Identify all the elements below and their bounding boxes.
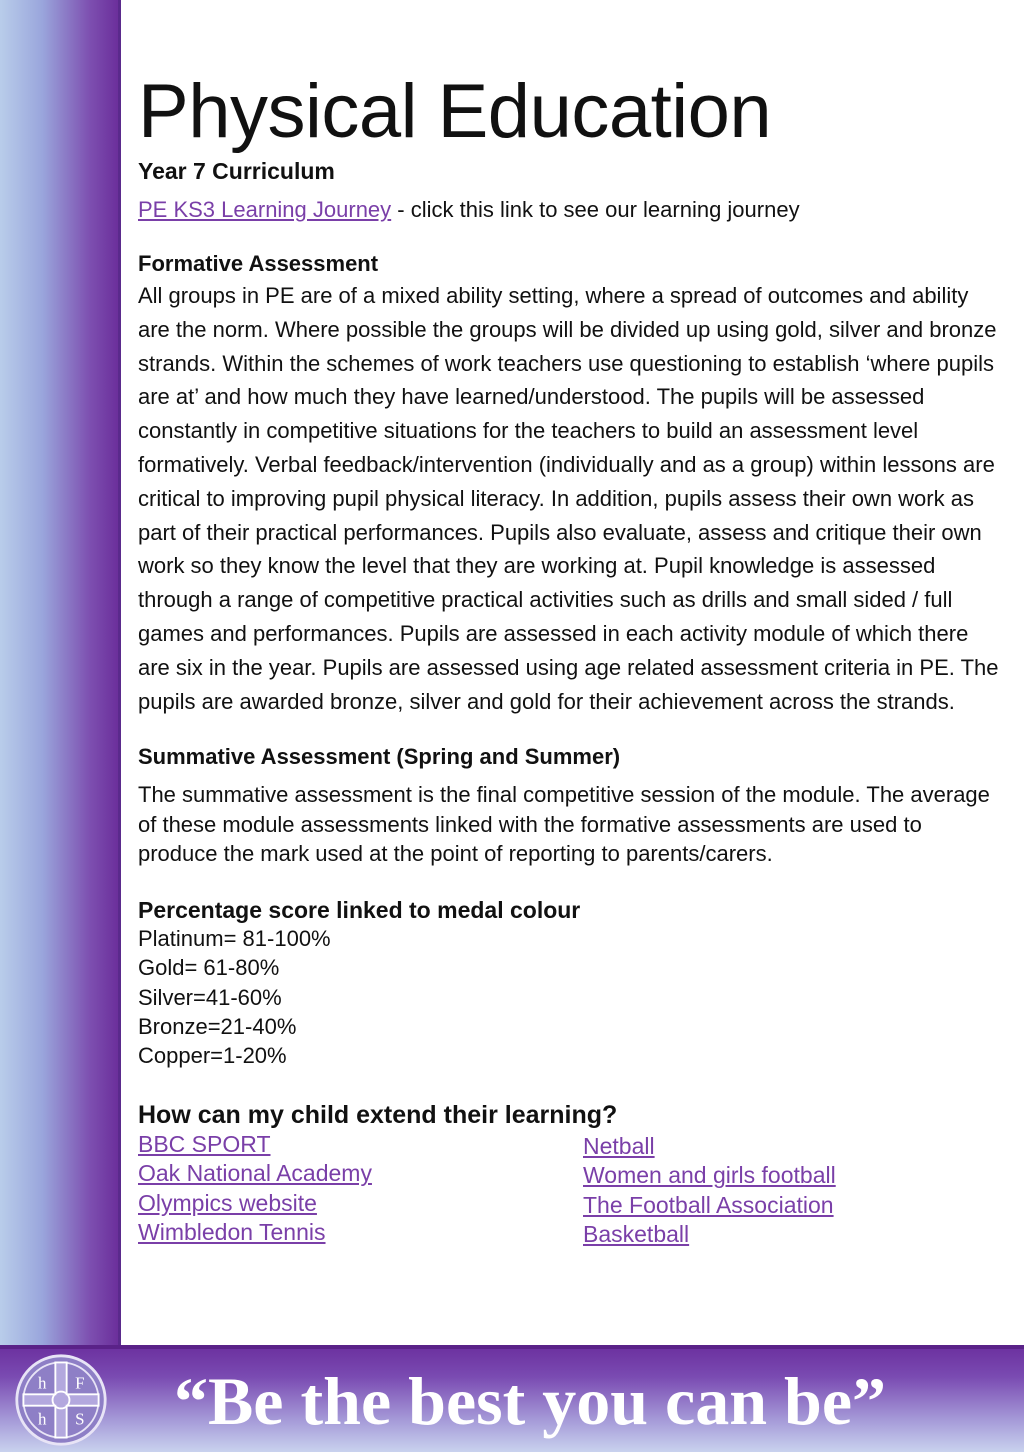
extend-learning-heading: How can my child extend their learning? xyxy=(138,1100,618,1129)
school-motto: “Be the best you can be” xyxy=(173,1363,887,1439)
link-women-girls-football[interactable]: Women and girls football xyxy=(583,1162,836,1189)
link-football-association[interactable]: The Football Association xyxy=(583,1191,834,1218)
logo-letter: F xyxy=(75,1373,85,1393)
main-content xyxy=(138,70,1004,1250)
link-olympics-website[interactable]: Olympics website xyxy=(138,1189,317,1216)
extend-links xyxy=(138,1130,1004,1250)
page-title: Physical Education xyxy=(138,69,772,154)
school-crest-logo xyxy=(14,1353,108,1447)
footer-banner xyxy=(0,1345,1024,1452)
sidebar-edge-line xyxy=(118,0,121,1345)
footer-top-line xyxy=(0,1345,1024,1349)
learning-journey-note: - click this link to see our learning journey xyxy=(391,197,800,222)
link-wimbledon-tennis[interactable]: Wimbledon Tennis xyxy=(138,1219,326,1246)
link-bbc-sport[interactable]: BBC SPORT xyxy=(138,1130,271,1157)
link-netball[interactable]: Netball xyxy=(583,1132,655,1159)
learning-journey-link[interactable]: PE KS3 Learning Journey xyxy=(138,197,392,222)
percentage-list xyxy=(138,924,1004,1071)
link-oak-national-academy[interactable]: Oak National Academy xyxy=(138,1160,372,1187)
links-right-column xyxy=(583,1132,836,1250)
learning-journey-line xyxy=(138,197,1004,223)
list-item: Bronze=21-40% xyxy=(138,1014,297,1040)
list-item: Platinum= 81-100% xyxy=(138,925,331,951)
logo-letter: h xyxy=(37,1373,47,1393)
list-item: Copper=1-20% xyxy=(138,1043,287,1069)
formative-heading: Formative Assessment xyxy=(138,251,379,276)
link-basketball[interactable]: Basketball xyxy=(583,1221,690,1248)
links-left-column xyxy=(138,1130,372,1248)
logo-letter: h xyxy=(37,1409,47,1429)
page-subtitle: Year 7 Curriculum xyxy=(138,158,335,184)
percentage-heading: Percentage score linked to medal colour xyxy=(138,896,581,923)
summative-heading: Summative Assessment (Spring and Summer) xyxy=(138,744,621,770)
list-item: Silver=41-60% xyxy=(138,984,282,1010)
summative-body: The summative assessment is the final competitive session of the module. The average of these module assessments linked with the formative assessments are used to produce the mark used at the point of reporting to parents/carers. xyxy=(138,782,990,867)
left-sidebar-band xyxy=(0,0,120,1345)
logo-letter: S xyxy=(75,1409,85,1429)
formative-body: All groups in PE are of a mixed ability setting, where a spread of outcomes and ability are the norm. Where possible the groups will be divided up using gold, silver and bronze strands. Within the schemes of work teachers use questioning to establish ‘where pupils are at’ and how much they have learned/understood. The pupils will be assessed constantly in competitive situations for the teachers to build an assessment level formatively. Verbal feedback/intervention (individually and as a group) within lessons are critical to improving pupil physical literacy. In addition, pupils assess their own work as part of their practical performances. Pupils also evaluate, assess and critique their own work so they know the level that they are working at. Pupil knowledge is assessed through a range of competitive practical activities such as drills and small sided / full games and performances. Pupils are assessed in each activity module of which there are six in the year. Pupils are assessed using age related assessment criteria in PE. The pupils are awarded bronze, silver and gold for their achievement across the strands. xyxy=(138,283,999,714)
list-item: Gold= 61-80% xyxy=(138,955,280,981)
